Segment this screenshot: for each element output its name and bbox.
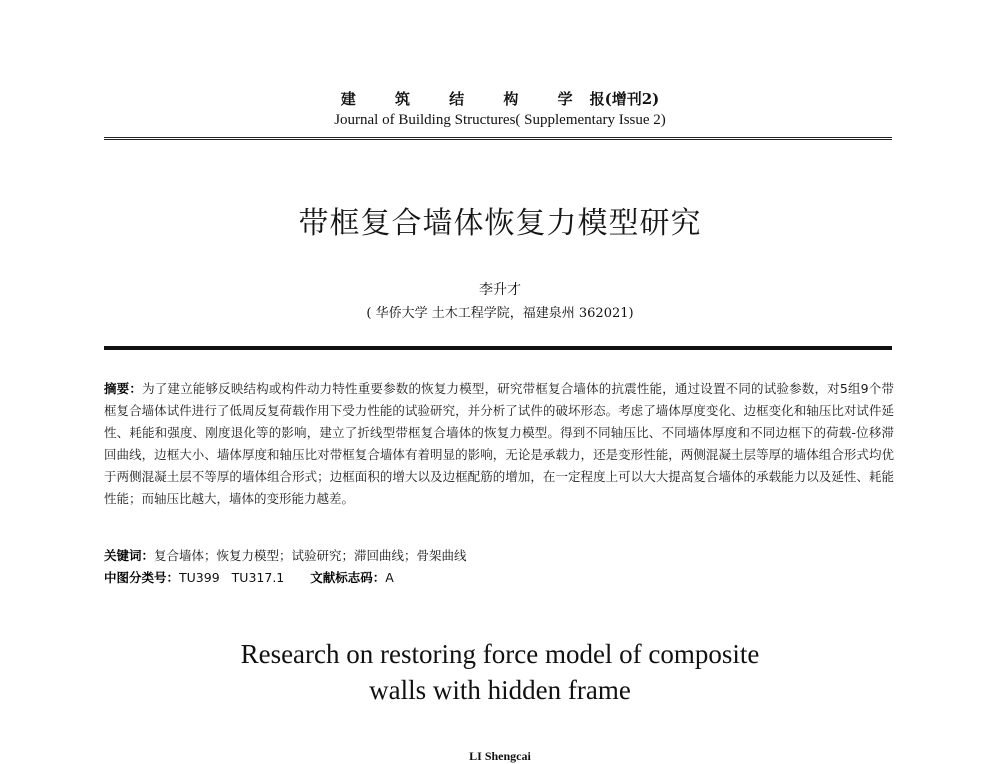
journal-title-cn: [0, 88, 1000, 109]
header-rule-bottom: [104, 139, 892, 140]
keywords-label: 关键词：: [104, 548, 155, 563]
article-title-en: [0, 636, 1000, 708]
doc-code-value: A: [385, 570, 394, 585]
keywords-text: 复合墙体；恢复力模型；试验研究；滞回曲线；骨架曲线: [154, 548, 467, 563]
abstract-text: 为了建立能够反映结构或构件动力特性重要参数的恢复力模型，研究带框复合墙体的抗震性能，通过设置不同的试验参数，对5组9个带框复合墙体试件进行了低周反复荷载作用下受力性能的试验研究，并分析了试件的破坏形态。考虑了墙体厚度变化、边框变化和轴压比对试件延性、耗能和强度、刚度退化等的影响，建立了折线型带框复合墙体的恢复力模型。得到不同轴压比、不同墙体厚度和不同边框下的荷载-位移滞回曲线，边框大小、墙体厚度和轴压比对带框复合墙体有着明显的影响，无论是承载力，还是变形性能，两侧混凝土层等厚的墙体组合形式均优于两侧混凝土层不等厚的墙体组合形式；边框面积的增大以及边框配筋的增加，在一定程度上可以大大提高复合墙体的承载能力以及延性、耗能性能；而轴压比越大，墙体的变形能力越差。: [104, 381, 894, 506]
journal-title-cn-tail: 报(增刊2): [589, 90, 660, 108]
title-block-rule: [104, 346, 892, 350]
class-code-2: TU317.1: [231, 570, 285, 585]
article-title-en-line1: Research on restoring force model of composite: [240, 639, 760, 669]
article-title-en-line2: walls with hidden frame: [369, 675, 631, 705]
journal-title-en: Journal of Building Structures( Supplementary Issue 2): [334, 112, 666, 128]
classification-line: [104, 568, 894, 588]
author-name-en: LI Shengcai: [469, 749, 531, 763]
class-code-1: TU399: [179, 570, 220, 585]
author-affiliation-cn: ( 华侨大学 土木工程学院，福建泉州 362021): [366, 306, 634, 321]
journal-title-cn-spaced: 建 筑 结 构 学: [340, 90, 590, 108]
author-name-cn: 李升才: [479, 282, 521, 298]
article-title-cn: 带框复合墙体恢复力模型研究: [298, 206, 702, 241]
doc-code-label: 文献标志码：: [310, 570, 386, 585]
keywords-line: [104, 546, 894, 566]
abstract-label: 摘要：: [104, 381, 143, 396]
class-number-label: 中图分类号：: [104, 570, 180, 585]
abstract-paragraph: [104, 378, 894, 510]
header-rule-top: [104, 137, 892, 138]
